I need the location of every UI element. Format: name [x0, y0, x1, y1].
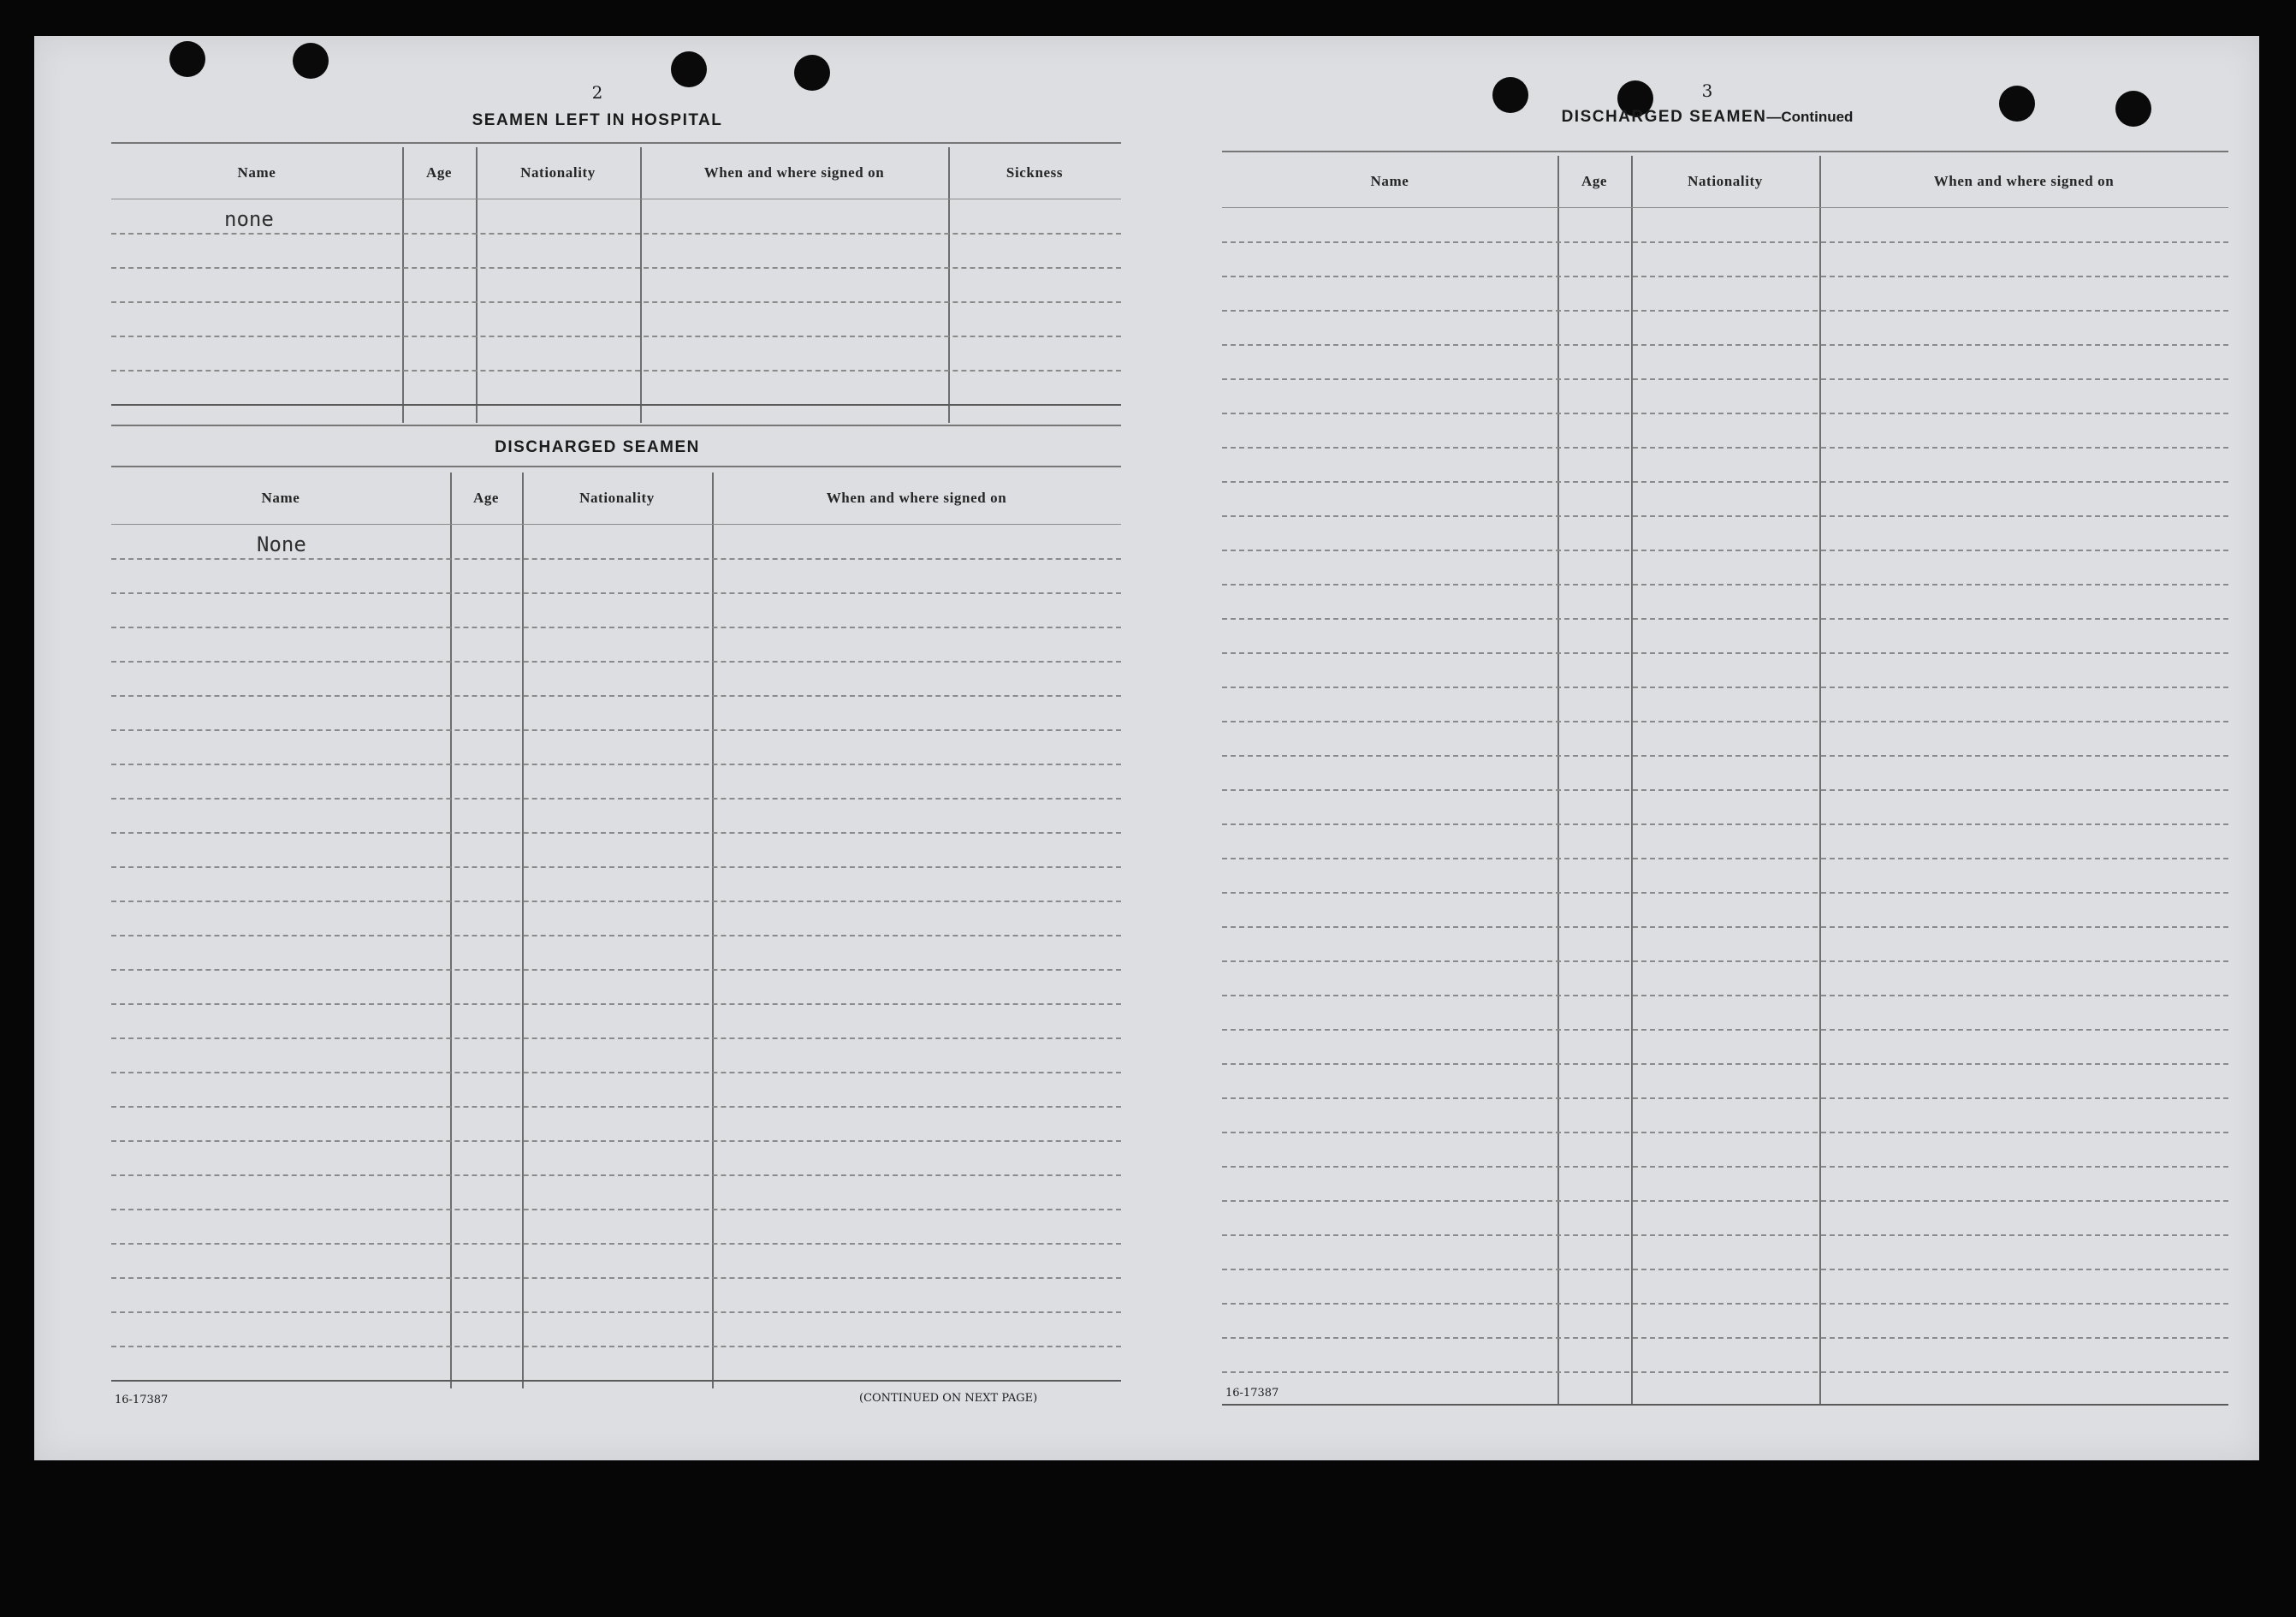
row-line	[1222, 1029, 2228, 1031]
row-line	[1222, 241, 2228, 243]
row-line	[111, 1209, 1121, 1210]
row-line	[1222, 413, 2228, 414]
row-line	[111, 1003, 1121, 1005]
row-line	[111, 1243, 1121, 1245]
col-header-age: Age	[472, 490, 500, 506]
col-header-name: Name	[261, 490, 300, 506]
row-line	[1222, 823, 2228, 825]
col-header-age: Age	[425, 164, 453, 181]
right-title-suffix: —Continued	[1766, 109, 1854, 125]
row-line	[111, 336, 1121, 337]
row-line	[111, 901, 1121, 902]
col-header-when-where: When and where signed on	[1933, 173, 2115, 189]
row-line	[111, 627, 1121, 628]
row-line	[111, 832, 1121, 834]
col-header-when-where: When and where signed on	[703, 164, 885, 181]
row-line	[1222, 378, 2228, 380]
row-line	[1222, 584, 2228, 586]
row-line	[111, 1140, 1121, 1142]
row-line	[1222, 1234, 2228, 1236]
punch-hole	[2115, 91, 2151, 127]
right-form-number: 16-17387	[1225, 1387, 1279, 1400]
row-line	[111, 1174, 1121, 1176]
row-line	[111, 695, 1121, 697]
row-line	[1222, 892, 2228, 894]
row-line	[111, 370, 1121, 372]
row-line	[1222, 1269, 2228, 1270]
hospital-bottom-rule	[111, 425, 1121, 426]
row-line	[111, 1037, 1121, 1039]
continued-note: (CONTINUED ON NEXT PAGE)	[859, 1392, 1038, 1405]
column-divider	[1631, 156, 1633, 1406]
header-rule	[111, 524, 1121, 525]
row-line	[1222, 1200, 2228, 1202]
col-header-name: Name	[1370, 173, 1409, 189]
col-header-name: Name	[237, 164, 276, 181]
row-line	[111, 1311, 1121, 1313]
row-line	[111, 1106, 1121, 1108]
row-line	[1222, 1337, 2228, 1339]
hospital-entry-name: none	[224, 207, 274, 231]
column-divider	[1557, 156, 1559, 1406]
column-divider	[476, 147, 478, 423]
col-header-nationality: Nationality	[1688, 173, 1763, 189]
row-line	[1222, 755, 2228, 757]
row-line	[1222, 1063, 2228, 1065]
row-line	[1222, 618, 2228, 620]
column-divider	[712, 473, 714, 1388]
row-line	[1222, 789, 2228, 791]
row-line	[1222, 960, 2228, 962]
row-line	[1222, 652, 2228, 654]
row-line	[1222, 481, 2228, 483]
discharged-table-right	[1222, 156, 2228, 1406]
column-divider	[522, 473, 524, 1388]
col-header-age: Age	[1581, 173, 1608, 189]
right-section-title	[1562, 108, 1854, 127]
row-line	[1222, 550, 2228, 551]
row-line	[1222, 310, 2228, 312]
row-line	[111, 729, 1121, 731]
row-line	[111, 866, 1121, 868]
row-line	[1222, 515, 2228, 517]
row-line	[111, 301, 1121, 303]
hospital-table	[111, 147, 1121, 423]
col-header-nationality: Nationality	[579, 490, 655, 506]
row-line	[111, 1072, 1121, 1073]
punch-hole	[293, 43, 329, 79]
row-line	[1222, 1132, 2228, 1133]
row-line	[111, 969, 1121, 971]
row-line	[1222, 1097, 2228, 1099]
header-rule	[1222, 207, 2228, 208]
col-header-nationality: Nationality	[520, 164, 596, 181]
column-divider	[948, 147, 950, 423]
row-line	[111, 1346, 1121, 1347]
row-line	[1222, 276, 2228, 277]
left-form-number: 16-17387	[115, 1394, 169, 1406]
discharged-entry-name: None	[257, 532, 306, 556]
row-line	[1222, 995, 2228, 996]
row-line	[1222, 1404, 2228, 1406]
row-line	[1222, 1371, 2228, 1373]
punch-hole	[1492, 77, 1528, 113]
row-line	[111, 404, 1121, 406]
row-line	[111, 1277, 1121, 1279]
row-line	[111, 661, 1121, 663]
row-line	[111, 764, 1121, 765]
form-sheet	[34, 36, 2259, 1460]
column-divider	[640, 147, 642, 423]
row-line	[111, 558, 1121, 560]
row-line	[1222, 1303, 2228, 1305]
right-page-number: 3	[1701, 80, 1713, 101]
hospital-title-rule	[111, 142, 1121, 144]
col-header-when-where: When and where signed on	[826, 490, 1007, 506]
row-line	[111, 935, 1121, 936]
discharged-table-left	[111, 473, 1121, 1388]
row-line	[1222, 926, 2228, 928]
column-divider	[1819, 156, 1821, 1406]
row-line	[111, 1380, 1121, 1382]
row-line	[111, 592, 1121, 594]
punch-hole	[671, 51, 707, 87]
row-line	[1222, 721, 2228, 722]
right-title-main: DISCHARGED SEAMEN	[1561, 108, 1767, 126]
column-divider	[450, 473, 452, 1388]
col-header-sickness: Sickness	[1006, 164, 1064, 181]
hospital-section-title: SEAMEN LEFT IN HOSPITAL	[472, 111, 723, 129]
row-line	[111, 798, 1121, 800]
row-line	[1222, 687, 2228, 688]
column-divider	[402, 147, 404, 423]
row-line	[111, 267, 1121, 269]
row-line	[111, 233, 1121, 235]
row-line	[1222, 344, 2228, 346]
punch-hole	[169, 41, 205, 77]
row-line	[1222, 447, 2228, 449]
discharged-title-rule	[111, 466, 1121, 467]
left-page-number: 2	[591, 82, 603, 103]
right-title-rule	[1222, 151, 2228, 152]
row-line	[1222, 858, 2228, 859]
discharged-section-title: DISCHARGED SEAMEN	[495, 438, 700, 456]
punch-hole	[794, 55, 830, 91]
punch-hole	[1999, 86, 2035, 122]
row-line	[1222, 1166, 2228, 1168]
